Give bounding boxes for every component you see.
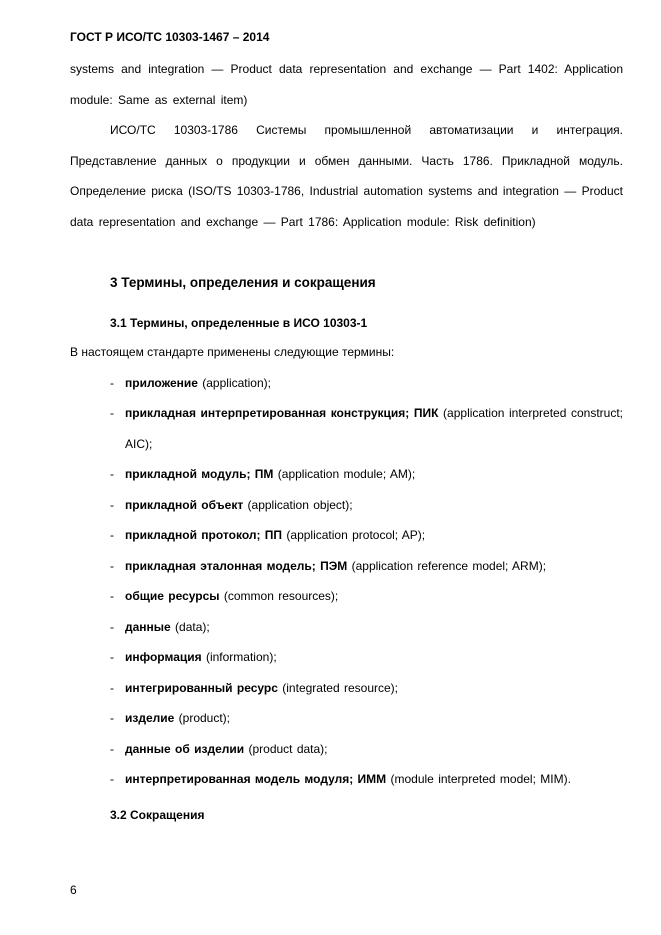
term-list-item (70, 581, 623, 612)
term-translation: (product); (174, 711, 230, 725)
list-dash-marker: - (110, 406, 114, 420)
term-text (125, 764, 623, 795)
terms-list (70, 368, 623, 795)
list-dash-marker: - (110, 772, 114, 786)
term-translation: (application protocol; AP); (282, 528, 426, 542)
list-dash-marker: - (110, 497, 114, 512)
term-translation: (module interpreted model; MIM). (386, 772, 571, 786)
term-translation: (application interpreted construct; AIC); (125, 406, 623, 451)
running-header: ГОСТ Р ИСО/ТС 10303-1467 – 2014 (70, 30, 270, 44)
term-list-item (70, 642, 623, 673)
term-translation: (application module; AM); (273, 467, 416, 481)
term-name: прикладной протокол; ПП (125, 528, 283, 542)
term-translation: (application reference model; ARM); (347, 558, 547, 573)
term-name: общие ресурсы (125, 589, 220, 603)
term-list-item (70, 673, 623, 704)
term-name: информация (125, 650, 202, 664)
subsection-3-2-heading: 3.2 Сокращения (110, 807, 205, 822)
term-list-item (70, 368, 623, 399)
term-translation: (integrated resource); (277, 680, 398, 695)
term-translation: (application object); (243, 497, 353, 512)
list-dash-marker: - (110, 589, 114, 603)
term-name: прикладной объект (125, 497, 244, 512)
page-number: 6 (70, 883, 77, 897)
term-list-item (70, 398, 623, 459)
term-text (125, 612, 623, 643)
term-translation: (information); (201, 650, 277, 664)
term-name: интерпретированная модель модуля; ИММ (125, 772, 387, 786)
term-list-item (70, 612, 623, 643)
term-text (125, 398, 623, 459)
term-list-item (70, 551, 623, 582)
term-name: изделие (125, 711, 175, 725)
list-dash-marker: - (110, 619, 114, 634)
term-list-item (70, 490, 623, 521)
term-list-item (70, 734, 623, 765)
list-dash-marker: - (110, 558, 114, 573)
list-dash-marker: - (110, 650, 114, 664)
term-list-item (70, 703, 623, 734)
subsection-3-1-heading: 3.1 Термины, определенные в ИСО 10303-1 (110, 316, 368, 330)
term-name: прикладной модуль; ПМ (125, 467, 274, 481)
list-dash-marker: - (110, 741, 114, 756)
term-translation: (application); (197, 375, 271, 390)
list-dash-marker: - (110, 711, 114, 725)
term-text (125, 368, 623, 399)
term-translation: (common resources); (219, 589, 339, 603)
term-text (125, 673, 623, 704)
term-text (125, 734, 623, 765)
term-name: данные об изделии (125, 741, 245, 756)
list-dash-marker: - (110, 680, 114, 695)
term-list-item (70, 520, 623, 551)
term-text (125, 520, 623, 551)
term-text (125, 581, 623, 612)
term-text (125, 642, 623, 673)
term-translation: (data); (170, 619, 210, 634)
term-text (125, 490, 623, 521)
term-translation: (product data); (244, 741, 328, 756)
term-text (125, 459, 623, 490)
list-dash-marker: - (110, 528, 114, 542)
list-dash-marker: - (110, 467, 114, 481)
terms-intro-text: В настоящем стандарте применены следующие термины: (70, 345, 395, 359)
term-name: прикладная интерпретированная конструкция; ПИК (125, 406, 439, 420)
term-name: данные (125, 619, 171, 634)
term-name: интегрированный ресурс (125, 680, 278, 695)
paragraph-part-1402-continuation: systems and integration — Product data representation and exchange — Part 1402: Application module: Same as external item) (70, 62, 623, 107)
term-name: приложение (125, 375, 198, 390)
term-text (125, 703, 623, 734)
term-list-item (70, 459, 623, 490)
paragraph-iso-10303-1786: ИСО/ТС 10303-1786 Системы промышленной автоматизации и интеграция. Представление данных о продукции и обмен данными. Часть 1786. Прикладной модуль. Определение риска (ISO/TS 10303-1786, Industrial automation systems and integration — Product data representation and exchange — Part 1786: Application module: Risk definition) (70, 123, 623, 229)
term-name: прикладная эталонная модель; ПЭМ (125, 558, 348, 573)
section-3-heading: 3 Термины, определения и сокращения (110, 275, 376, 290)
term-text (125, 551, 623, 582)
list-dash-marker: - (110, 375, 114, 390)
term-list-item (70, 764, 623, 795)
